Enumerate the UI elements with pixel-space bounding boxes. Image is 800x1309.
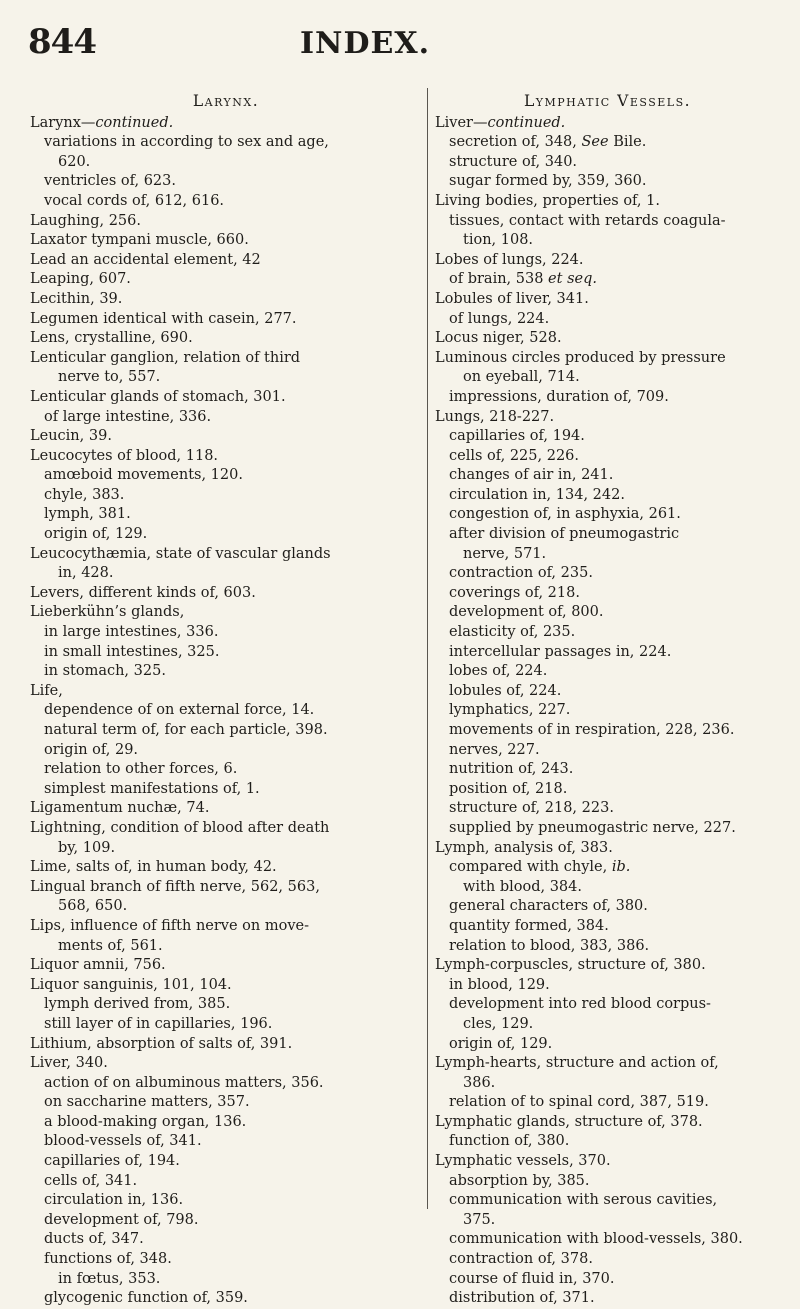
index-entry: communication with blood-vessels, 380. (449, 1231, 743, 1248)
index-entry: relation of to spinal cord, 387, 519. (449, 1094, 709, 1111)
index-entry: nerve, 571. (463, 545, 547, 562)
index-entry: distribution of, 371. (449, 1290, 595, 1307)
index-entry: Lymph, analysis of, 383. (435, 839, 613, 856)
index-entry: Liquor amnii, 756. (30, 957, 166, 974)
index-entry: circulation in, 134, 242. (449, 486, 625, 503)
index-entry: Legumen identical with casein, 277. (30, 310, 297, 327)
index-entry: Laxator tympani muscle, 660. (30, 232, 249, 249)
page-header (0, 20, 800, 68)
index-entry: Living bodies, properties of, 1. (435, 192, 660, 209)
index-entry: Luminous circles produced by pressure (435, 349, 726, 366)
index-entry: sugar formed by, 359, 360. (449, 173, 647, 190)
index-entry: Lenticular glands of stomach, 301. (30, 388, 286, 405)
index-entry: on eyeball, 714. (463, 369, 580, 386)
index-entry: cells of, 225, 226. (449, 447, 580, 464)
index-entry: Leaping, 607. (30, 271, 131, 288)
index-entry: Lymph-hearts, structure and action of, (435, 1055, 719, 1072)
index-entry: a blood-making organ, 136. (44, 1113, 247, 1130)
left-column-heading: Larynx. (192, 92, 260, 110)
index-entry: contraction of, 235. (449, 565, 593, 582)
index-entry: functions of, 348. (44, 1251, 172, 1268)
index-entry: origin of, 129. (44, 526, 148, 543)
index-entry: of lungs, 224. (449, 310, 550, 327)
index-entry: capillaries of, 194. (44, 1153, 180, 1170)
index-entry: Lymphatic vessels, 370. (435, 1153, 611, 1170)
index-entry: circulation in, 136. (44, 1192, 184, 1209)
index-entry: development into red blood corpus- (449, 996, 711, 1013)
index-entry: cles, 129. (463, 1015, 534, 1032)
index-entry: impressions, duration of, 709. (449, 388, 669, 405)
index-entry: Laughing, 256. (30, 212, 141, 229)
index-entry: of large intestine, 336. (44, 408, 212, 425)
index-entry: Lungs, 218-227. (435, 408, 555, 425)
index-entry: Life, (30, 682, 63, 699)
index-entry: Ligamentum nuchæ, 74. (30, 800, 210, 817)
index-entry: Lieberkühn’s glands, (30, 604, 185, 621)
index-entry: Liver, 340. (30, 1055, 108, 1072)
index-entry: Lens, crystalline, 690. (30, 330, 193, 347)
index-entry: communication with serous cavities, (449, 1192, 718, 1209)
index-entry: origin of, 129. (449, 1035, 553, 1052)
index-entry: natural term of, for each particle, 398. (44, 722, 328, 738)
right-entry-list (435, 114, 780, 1309)
index-entry: Leucocythæmia, state of vascular glands (30, 545, 331, 562)
index-entry: Lithium, absorption of salts of, 391. (30, 1035, 293, 1052)
index-entry: congestion of, in asphyxia, 261. (449, 506, 681, 523)
right-column (435, 92, 780, 1309)
index-entry: in blood, 129. (449, 976, 550, 993)
index-entry: glycogenic function of, 359. (44, 1290, 248, 1307)
index-entry: 620. (58, 153, 91, 170)
index-entry: chyle, 383. (44, 486, 125, 503)
index-entry: Lecithin, 39. (30, 290, 123, 307)
index-entry: 375. (463, 1211, 496, 1228)
index-entry: changes of air in, 241. (449, 467, 614, 484)
index-entry: elasticity of, 235. (449, 624, 576, 641)
index-entry: tissues, contact with retards coagula- (449, 212, 726, 229)
index-entry: supplied by pneumogastric nerve, 227. (449, 819, 736, 836)
index-entry: blood-vessels of, 341. (44, 1133, 202, 1150)
column-divider (427, 88, 428, 1209)
index-entry: on saccharine matters, 357. (44, 1094, 250, 1111)
index-entry: nutrition of, 243. (449, 761, 574, 778)
index-entry: in large intestines, 336. (44, 624, 219, 641)
index-entry: position of, 218. (449, 780, 568, 797)
index-entry: in, 428. (58, 565, 114, 582)
index-entry: quantity formed, 384. (449, 917, 609, 934)
right-column-heading: Lymphatic Vessels. (523, 92, 692, 110)
page-number: 844 (28, 22, 96, 62)
index-entry: lymph derived from, 385. (44, 996, 231, 1013)
index-entry: by, 109. (58, 839, 116, 856)
index-entry: in small intestines, 325. (44, 643, 220, 660)
index-entry: relation to blood, 383, 386. (449, 937, 650, 954)
index-entry: intercellular passages in, 224. (449, 643, 672, 660)
index-entry: after division of pneumogastric (449, 526, 680, 543)
index-entry: variations in according to sex and age, (44, 134, 329, 151)
index-entry: Lobes of lungs, 224. (435, 251, 584, 268)
index-entry: Lime, salts of, in human body, 42. (30, 859, 277, 876)
index-entry: structure of, 340. (449, 153, 578, 170)
index-entry: in stomach, 325. (44, 663, 166, 680)
index-entry: of brain, 538 et seq. (449, 271, 597, 288)
index-entry: relation to other forces, 6. (44, 761, 238, 778)
left-column (30, 92, 422, 1309)
index-entry: Locus niger, 528. (435, 330, 562, 347)
index-entry: ducts of, 347. (44, 1231, 144, 1248)
index-entry: Levers, different kinds of, 603. (30, 584, 256, 601)
index-entry: development of, 800. (449, 604, 604, 621)
index-entry: amœboid movements, 120. (44, 467, 243, 484)
index-entry: Liquor sanguinis, 101, 104. (30, 976, 232, 993)
running-head-title: INDEX. (300, 26, 431, 61)
index-entry: vocal cords of, 612, 616. (44, 192, 225, 209)
index-entry: absorption by, 385. (449, 1172, 590, 1189)
index-entry: dependence of on external force, 14. (44, 702, 315, 719)
index-entry: nerve to, 557. (58, 369, 161, 386)
index-entry: lobes of, 224. (449, 663, 548, 680)
index-entry: function of, 380. (449, 1133, 570, 1150)
index-entry: capillaries of, 194. (449, 428, 585, 445)
index-entry: Lymphatic glands, structure of, 378. (435, 1113, 703, 1130)
index-entry: structure of, 218, 223. (449, 800, 614, 817)
index-entry: lymphatics, 227. (449, 702, 571, 719)
index-entry: nerves, 227. (449, 741, 540, 758)
index-entry: Leucocytes of blood, 118. (30, 447, 219, 464)
index-entry: Lymph-corpuscles, structure of, 380. (435, 957, 706, 974)
index-entry: contraction of, 378. (449, 1251, 593, 1268)
index-entry: development of, 798. (44, 1211, 199, 1228)
index-entry: secretion of, 348, See Bile. (449, 134, 647, 151)
index-entry: coverings of, 218. (449, 584, 580, 601)
index-entry: ventricles of, 623. (44, 173, 176, 190)
index-entry: Lingual branch of fifth nerve, 562, 563, (30, 878, 320, 895)
index-entry: action of on albuminous matters, 356. (44, 1074, 324, 1091)
index-entry: movements of in respiration, 228, 236. (449, 722, 735, 738)
index-entry: Lenticular ganglion, relation of third (30, 349, 301, 366)
left-entry-list (30, 114, 422, 1309)
index-entry: simplest manifestations of, 1. (44, 780, 260, 797)
index-entry: with blood, 384. (463, 878, 582, 895)
index-entry: cells of, 341. (44, 1172, 138, 1189)
index-entry: lymph, 381. (44, 506, 131, 523)
index-entry: Larynx—continued. (30, 114, 174, 131)
index-entry: Liver—continued. (435, 114, 566, 131)
index-entry: Lightning, condition of blood after death (30, 819, 330, 836)
index-entry: Lobules of liver, 341. (435, 290, 589, 307)
index-entry: lobules of, 224. (449, 682, 562, 699)
index-entry: 386. (463, 1074, 496, 1091)
index-entry: tion, 108. (463, 232, 534, 249)
index-entry: course of fluid in, 370. (449, 1270, 615, 1287)
index-entry: origin of, 29. (44, 741, 139, 758)
index-entry: general characters of, 380. (449, 898, 648, 915)
index-entry: in fœtus, 353. (58, 1270, 161, 1287)
index-entry: still layer of in capillaries, 196. (44, 1015, 273, 1032)
index-entry: Lips, influence of fifth nerve on move- (30, 917, 310, 934)
index-entry: Leucin, 39. (30, 428, 112, 445)
index-entry: ments of, 561. (58, 937, 163, 954)
index-entry: Lead an accidental element, 42 (30, 251, 261, 268)
index-entry: compared with chyle, ib. (449, 859, 631, 876)
index-entry: 568, 650. (58, 898, 128, 915)
